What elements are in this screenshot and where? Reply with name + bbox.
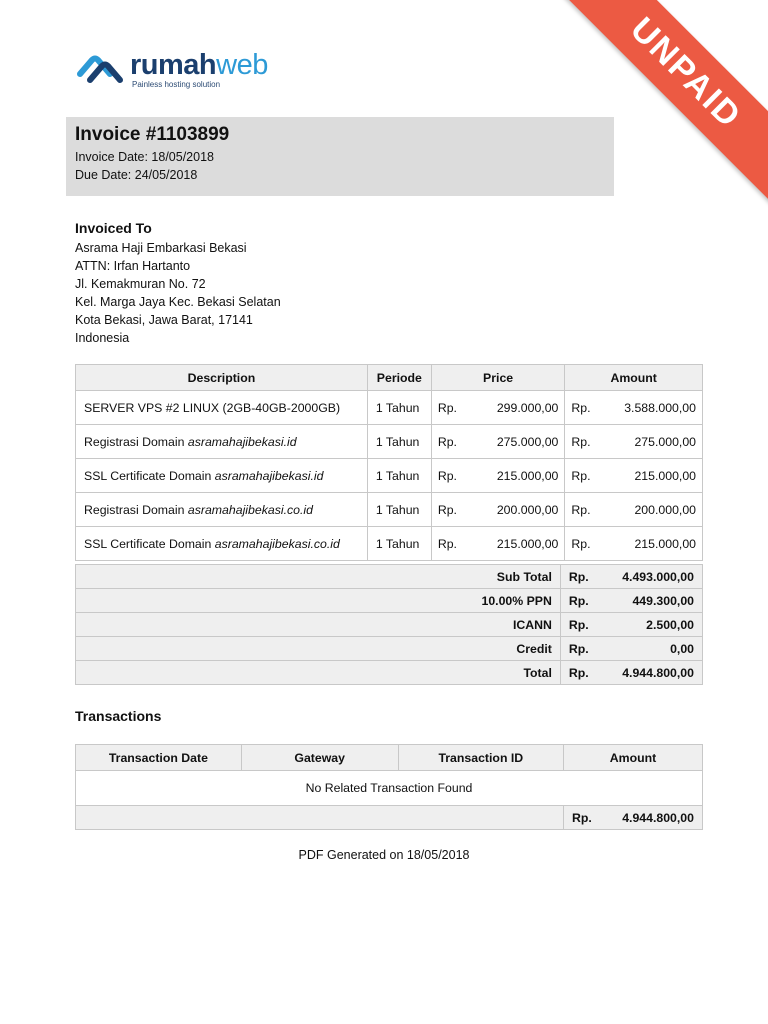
item-amount-value: 275.000,00 xyxy=(634,434,696,449)
item-price-value: 200.000,00 xyxy=(496,502,559,517)
totals-label: Total xyxy=(76,661,561,685)
item-price-value: 215.000,00 xyxy=(496,468,559,483)
address-line: Kota Bekasi, Jawa Barat, 17141 xyxy=(75,313,253,327)
totals-label: Sub Total xyxy=(76,565,561,589)
col-gateway: Gateway xyxy=(241,745,398,771)
totals-row xyxy=(76,661,703,685)
balance-currency: Rp. xyxy=(564,806,600,830)
totals-label: Credit xyxy=(76,637,561,661)
item-description-text: SERVER VPS #2 LINUX (2GB-40GB-2000GB) xyxy=(84,400,341,415)
totals-row xyxy=(76,613,703,637)
item-description-text: SSL Certificate Domain xyxy=(84,468,215,483)
item-description-text: Registrasi Domain xyxy=(84,502,188,517)
totals-label: 10.00% PPN xyxy=(76,589,561,613)
item-amount-currency: Rp. xyxy=(571,400,591,415)
col-transaction-id: Transaction ID xyxy=(398,745,563,771)
totals-row xyxy=(76,589,703,613)
item-price xyxy=(431,527,565,561)
invoice-header xyxy=(66,117,614,196)
col-periode: Periode xyxy=(367,365,431,391)
col-description: Description xyxy=(76,365,368,391)
address-line: Kel. Marga Jaya Kec. Bekasi Selatan xyxy=(75,295,281,309)
address-line: Indonesia xyxy=(75,331,130,345)
balance-spacer xyxy=(76,806,564,830)
item-periode: 1 Tahun xyxy=(367,459,431,493)
totals-value: 449.300,00 xyxy=(597,589,703,613)
item-amount-value: 215.000,00 xyxy=(634,468,696,483)
item-amount-value: 3.588.000,00 xyxy=(624,400,696,415)
pdf-generated-note: PDF Generated on 18/05/2018 xyxy=(298,848,470,862)
invoiced-to-heading: Invoiced To xyxy=(75,220,152,236)
totals-label: ICANN xyxy=(76,613,561,637)
totals-currency: Rp. xyxy=(560,589,596,613)
item-periode: 1 Tahun xyxy=(367,425,431,459)
item-description xyxy=(76,459,368,493)
totals-currency: Rp. xyxy=(560,565,596,589)
totals-value: 4.493.000,00 xyxy=(597,565,703,589)
item-periode: 1 Tahun xyxy=(367,493,431,527)
invoice-title: Invoice #1103899 xyxy=(75,124,230,145)
item-description xyxy=(76,493,368,527)
invoice-totals-table xyxy=(75,564,703,685)
logo-icon xyxy=(76,52,126,88)
item-domain: asramahajibekasi.id xyxy=(187,434,297,449)
item-amount-value: 215.000,00 xyxy=(634,536,696,551)
table-row xyxy=(76,391,703,425)
col-amount: Amount xyxy=(565,365,703,391)
table-row xyxy=(76,527,703,561)
totals-row xyxy=(76,637,703,661)
item-description xyxy=(76,527,368,561)
item-price-value: 275.000,00 xyxy=(496,434,559,449)
totals-value: 0,00 xyxy=(597,637,703,661)
balance-row xyxy=(76,806,703,830)
item-domain: asramahajibekasi.co.id xyxy=(214,536,340,551)
item-amount-currency: Rp. xyxy=(571,434,591,449)
brand-name-part-b: web xyxy=(216,49,268,81)
item-price xyxy=(431,425,565,459)
table-header-row xyxy=(76,365,703,391)
brand-name-part-a: rumah xyxy=(130,49,217,81)
item-description xyxy=(76,425,368,459)
transactions-table xyxy=(75,744,703,830)
item-amount xyxy=(565,425,703,459)
item-periode: 1 Tahun xyxy=(367,391,431,425)
item-amount xyxy=(565,459,703,493)
item-price xyxy=(431,391,565,425)
balance-value: 4.944.800,00 xyxy=(600,806,703,830)
item-price xyxy=(431,493,565,527)
transactions-heading: Transactions xyxy=(75,708,162,724)
item-description-text: SSL Certificate Domain xyxy=(84,536,215,551)
totals-value: 4.944.800,00 xyxy=(597,661,703,685)
invoiced-to-address xyxy=(75,239,281,347)
status-ribbon-label: UNPAID xyxy=(551,0,768,208)
item-amount-currency: Rp. xyxy=(571,468,591,483)
brand-name xyxy=(130,50,268,80)
table-row xyxy=(76,425,703,459)
item-price-currency: Rp. xyxy=(437,502,457,517)
item-price-currency: Rp. xyxy=(437,400,457,415)
item-amount-currency: Rp. xyxy=(571,502,591,517)
item-amount-value: 200.000,00 xyxy=(634,502,696,517)
item-periode: 1 Tahun xyxy=(367,527,431,561)
item-price-currency: Rp. xyxy=(437,536,457,551)
col-transaction-amount: Amount xyxy=(564,745,703,771)
invoice-due-date: Due Date: 24/05/2018 xyxy=(75,168,198,182)
invoice-items-table xyxy=(75,364,703,561)
item-price-value: 215.000,00 xyxy=(496,536,559,551)
brand-tagline: Painless hosting solution xyxy=(132,80,221,89)
totals-currency: Rp. xyxy=(560,661,596,685)
item-amount xyxy=(565,391,703,425)
col-price: Price xyxy=(431,365,565,391)
totals-row xyxy=(76,565,703,589)
item-amount xyxy=(565,527,703,561)
address-line: Jl. Kemakmuran No. 72 xyxy=(75,277,206,291)
item-price xyxy=(431,459,565,493)
item-price-currency: Rp. xyxy=(437,434,457,449)
item-description xyxy=(76,391,368,425)
item-price-currency: Rp. xyxy=(437,468,457,483)
item-domain: asramahajibekasi.co.id xyxy=(187,502,313,517)
table-row xyxy=(76,493,703,527)
item-description-text: Registrasi Domain xyxy=(84,434,188,449)
item-price-value: 299.000,00 xyxy=(496,400,559,415)
item-amount xyxy=(565,493,703,527)
invoice-date: Invoice Date: 18/05/2018 xyxy=(75,150,214,164)
totals-currency: Rp. xyxy=(560,637,596,661)
item-domain: asramahajibekasi.id xyxy=(214,468,324,483)
item-amount-currency: Rp. xyxy=(571,536,591,551)
table-row xyxy=(76,459,703,493)
empty-row xyxy=(76,771,703,806)
col-transaction-date: Transaction Date xyxy=(76,745,242,771)
no-transactions-message: No Related Transaction Found xyxy=(76,771,703,806)
totals-value: 2.500,00 xyxy=(597,613,703,637)
address-line: ATTN: Irfan Hartanto xyxy=(75,259,191,273)
brand-logo xyxy=(76,48,296,94)
table-header-row xyxy=(76,745,703,771)
totals-currency: Rp. xyxy=(560,613,596,637)
address-line: Asrama Haji Embarkasi Bekasi xyxy=(75,241,247,255)
